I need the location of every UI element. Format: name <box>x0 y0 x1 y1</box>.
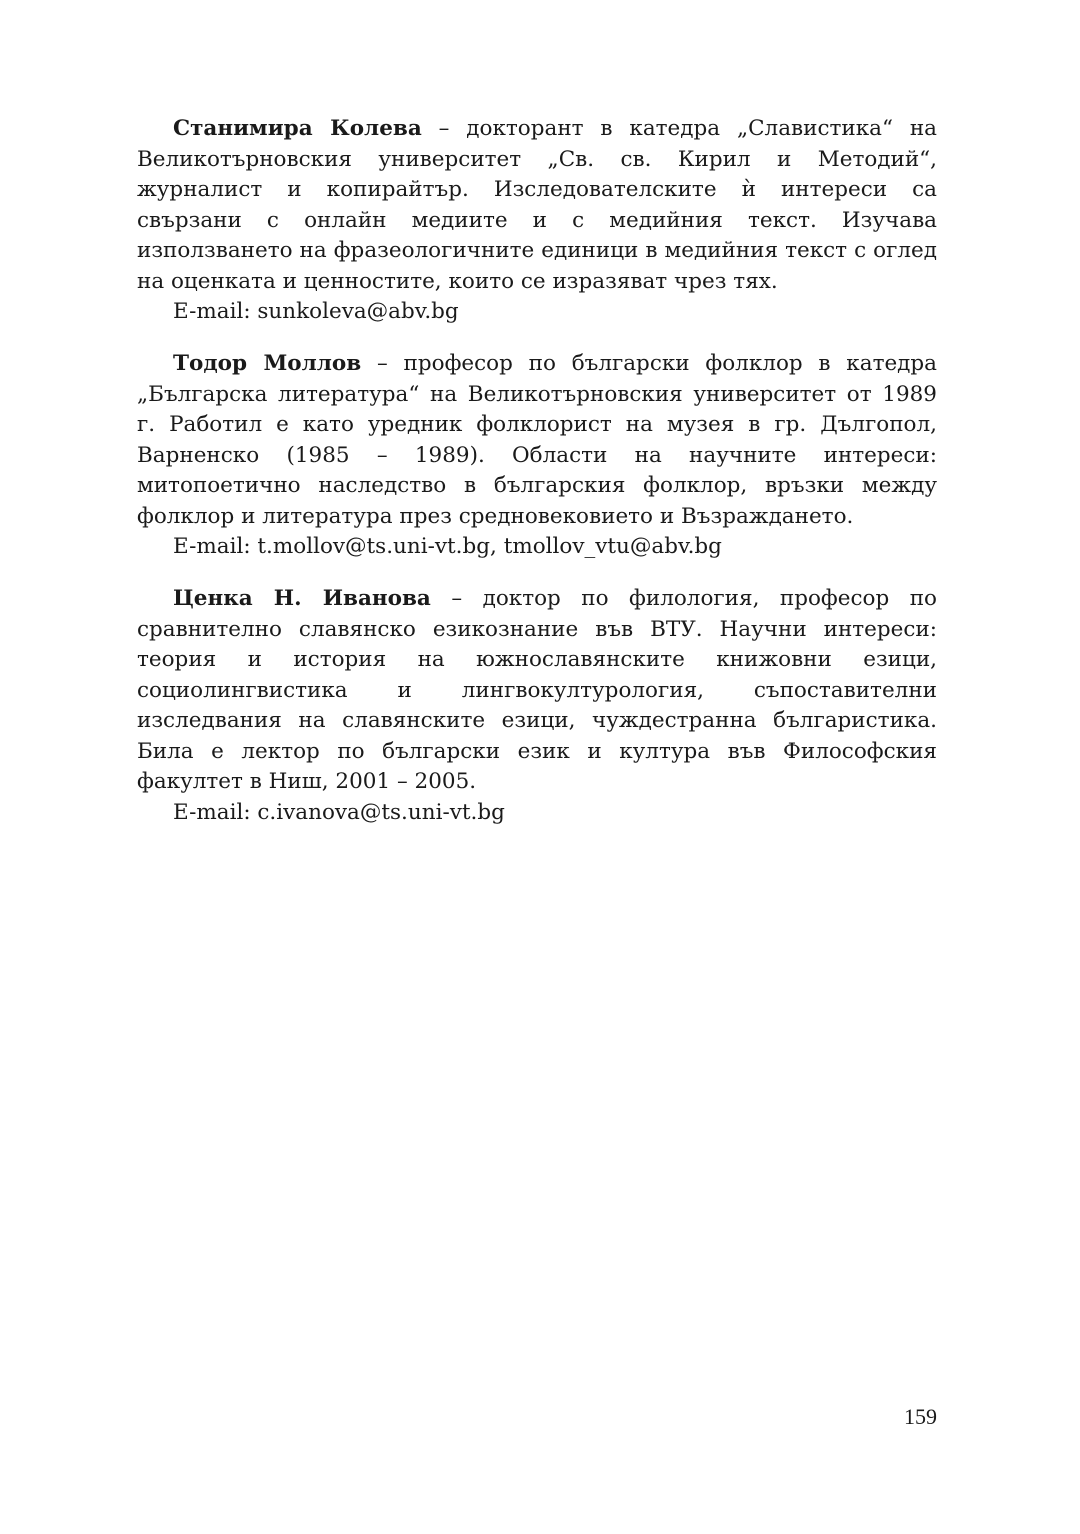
author-description: – професор по български фолклор в катедра „Българска литература“ на Великотърновския университет от 1989 г. Работил е като уредник фолклорист на музея в гр. Дългопол, Варненско (1985 – 1989). Области на научните интереси: митопоетично наследство в българския фолклор, връзки между фолклор и литература през средновековието и Възраждането. <box>137 351 938 529</box>
author-name: Тодор Моллов <box>173 351 362 376</box>
author-bio <box>137 349 937 532</box>
author-email: E-mail: t.mollov@ts.uni-vt.bg, tmollov_vtu@abv.bg <box>173 534 722 559</box>
author-email: E-mail: sunkoleva@abv.bg <box>173 299 459 324</box>
author-description: – докторант в катедра „Славистика“ на Великотърновския университет „Св. св. Кирил и Методий“, журналист и копирайтър. Изследователските ѝ интереси са свързани с онлайн медиите и с медийния текст. Изучава използването на фразеологичните единици в медийния текст с оглед на оценката и ценностите, които се изразяват чрез тях. <box>137 116 937 294</box>
author-bio <box>137 584 937 798</box>
author-email: E-mail: c.ivanova@ts.uni-vt.bg <box>173 799 505 825</box>
author-entry <box>137 114 937 328</box>
author-name: Ценка Н. Иванова <box>173 586 431 611</box>
author-entry <box>137 349 937 563</box>
page-number: 159 <box>904 1404 937 1429</box>
author-entry <box>137 584 937 828</box>
author-name: Станимира Колева <box>173 116 422 141</box>
author-bio <box>137 114 937 297</box>
author-description: – доктор по филология, професор по сравнително славянско езикознание във ВТУ. Научни интереси: теория и история на южнославянските книжовни езици, социолингвистика и лингвокултурология, съпоставителни изследвания на славянските езици, чуждестранна българистика. Била е лектор по български език и култура във Философския факултет в Ниш, 2001 – 2005. <box>137 586 937 794</box>
